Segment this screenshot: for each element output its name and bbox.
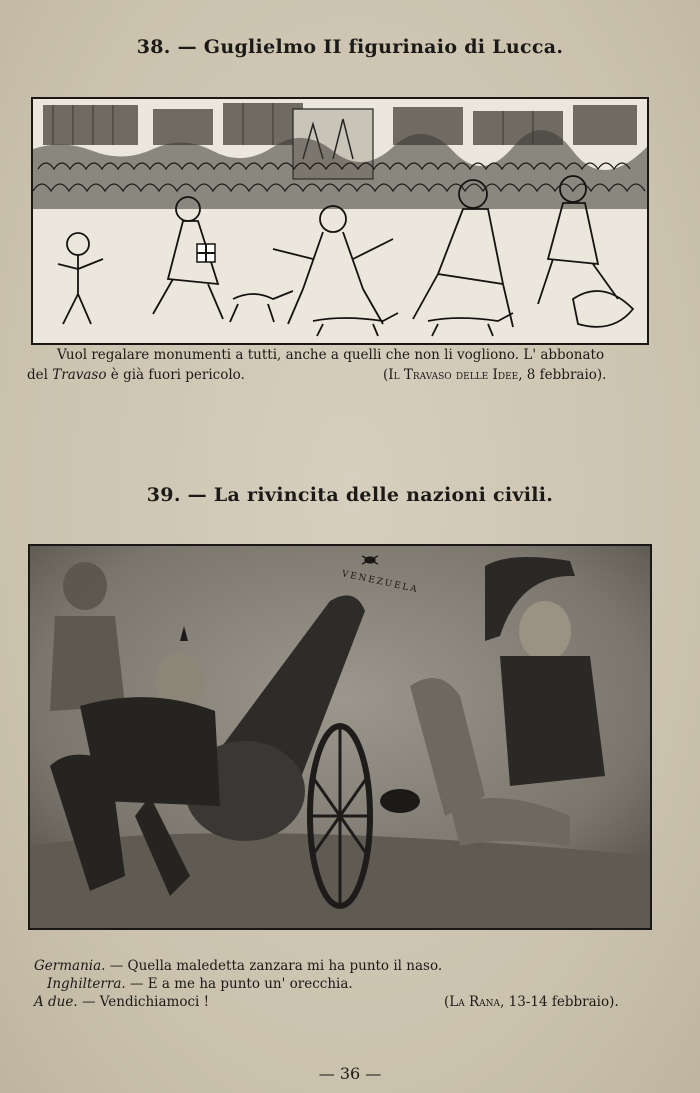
venezuela-label: VENEZUELA [340, 569, 420, 596]
source-publication: (Il Travaso delle Idee [383, 367, 519, 383]
dialogue-line-1 [34, 957, 442, 976]
source-date: , 13-14 febbraio). [500, 994, 619, 1010]
caption-38-line1: Vuol regalare monumenti a tutti, anche a quelli che non li vogliono. L' abbonato [57, 347, 605, 363]
speaker-germania: Germania. [34, 958, 106, 974]
cartoon-drawing [33, 99, 647, 343]
source-39 [444, 993, 619, 1012]
dialogue-line-2 [47, 975, 353, 994]
page-number: — 36 — [318, 1064, 382, 1083]
caption-text: del [27, 367, 53, 383]
dialogue-text: — Vendichiamoci ! [77, 994, 210, 1010]
section-39-title: 39. — La rivincita delle nazioni civili. [146, 484, 554, 506]
source-date: , 8 febbraio). [518, 367, 607, 383]
caption-italic-travaso: Travaso [52, 367, 107, 383]
section-38-title: 38. — Guglielmo II figurinaio di Lucca. [136, 36, 564, 58]
caption-38-line2 [27, 366, 245, 385]
source-publication: (La Rana [444, 994, 501, 1010]
dialogue-text: — E a me ha punto un' orecchia. [125, 976, 353, 992]
source-38 [383, 366, 606, 385]
cartoon-painting [30, 546, 650, 928]
cartoon-rivincita-nazioni [28, 544, 652, 930]
dialogue-line-3 [34, 993, 209, 1012]
dialogue-text: — Quella maledetta zanzara mi ha punto il naso. [105, 958, 443, 974]
caption-text: è già fuori pericolo. [106, 367, 245, 383]
cartoon-guglielmo-figurinaio [31, 97, 649, 345]
speaker-a-due: A due. [34, 994, 78, 1010]
speaker-inghilterra: Inghilterra. [47, 976, 126, 992]
